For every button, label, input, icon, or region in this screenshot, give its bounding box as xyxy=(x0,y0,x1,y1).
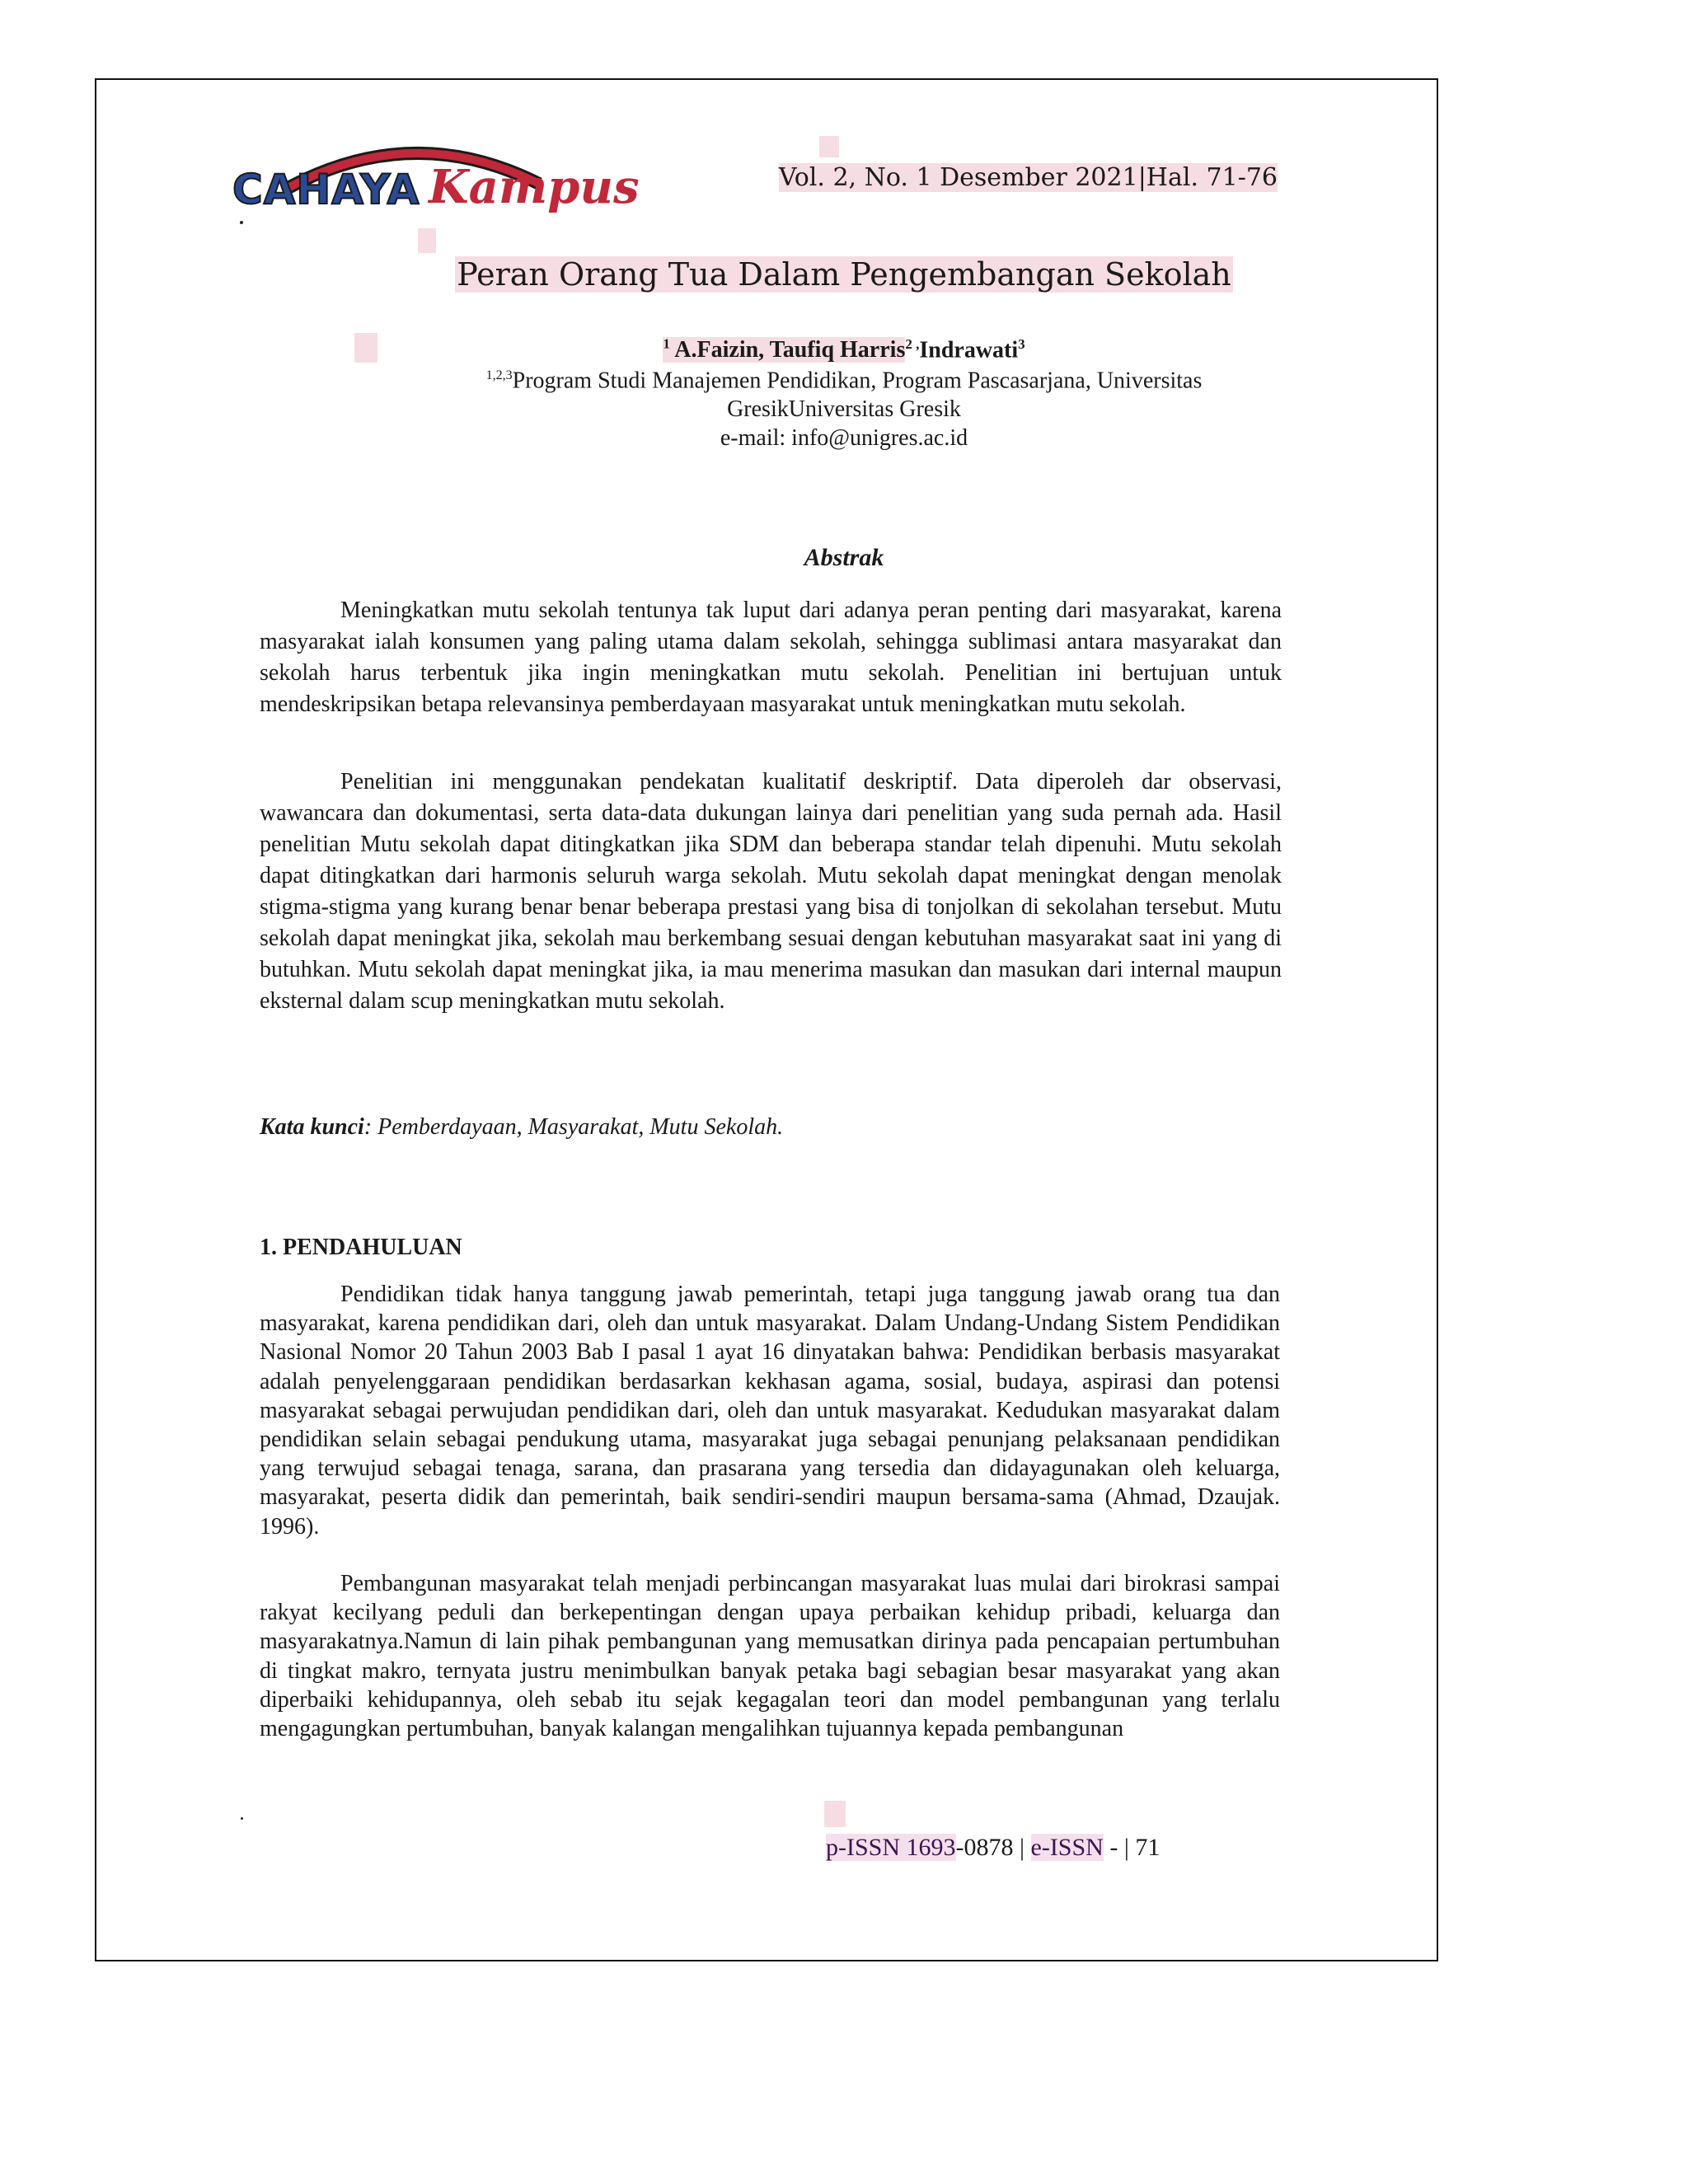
annotation-mark xyxy=(819,136,839,157)
logo-word-cahaya: CAHAYA xyxy=(232,166,420,213)
author-list: $^1$ A.Faizin, Taufiq Harris$^2$ ,Indrawati$^3$ xyxy=(663,336,1025,363)
logo-word-kampus: Kampus xyxy=(429,160,640,214)
author-email: e-mail: info@unigres.ac.id xyxy=(720,425,968,452)
annotation-mark xyxy=(824,1801,846,1827)
journal-logo xyxy=(232,136,640,227)
annotation-mark xyxy=(418,228,436,253)
body-paragraph-1: Pendidikan tidak hanya tanggung jawab pemerintah, tetapi juga tanggung jawab orang tua dan masyarakat, karena pendidikan dari, oleh dan untuk masyarakat. Dalam Undang-Undang Sistem Pendidikan Nasional Nomor 20 Tahun 2003 Bab I pasal 1 ayat 16 dinyatakan bahwa: Pendidikan berbasis masyarakat adalah penyelenggaraan pendidikan berdasarkan kekhasan agama, sosial, budaya, aspirasi dan potensi masyarakat sebagai perwujudan pendidikan dari, oleh dan untuk masyarakat. Kedudukan masyarakat dalam pendidikan selain sebagai pendukung utama, masyarakat juga sebagai penunjang pelaksanaan pendidikan yang terwujud sebagai tenaga, sarana, dan prasarana yang tersedia dan didayagunakan oleh keluarga, masyarakat, peserta didik dan pemerintah, baik sendiri-sendiri maupun bersama-sama (Ahmad, Dzaujak. 1996). xyxy=(260,1282,1280,1540)
affiliation: $^{1,2,3}$Program Studi Manajemen Pendidikan, Program Pascasarjana, Universitas GresikUniversitas Gresik e-mail: info@unigres.ac.id xyxy=(0,361,1688,452)
abstract-paragraph-2: Penelitian ini menggunakan pendekatan kualitatif deskriptif. Data diperoleh dar observasi, wawancara dan dokumentasi, serta data-data dukungan lainya dari penelitian yang suda pernah ada. Hasil penelitian Mutu sekolah dapat ditingkatkan jika SDM dan beberapa standar telah dipenuhi. Mutu sekolah dapat ditingkatkan dari harmonis seluruh warga sekolah. Mutu sekolah dapat meningkat dengan menolak stigma-stigma yang kurang benar benar beberapa prestasi yang bisa di tonjolkan di sekolahan tersebut. Mutu sekolah dapat meningkat jika, sekolah mau berkembang sesuai dengan kebutuhan masyarakat saat ini yang di butuhkan. Mutu sekolah dapat meningkat jika, ia mau menerima masukan dan masukan dari internal maupun eksternal dalam scup meningkatkan mutu sekolah. xyxy=(260,769,1282,1014)
stray-dot xyxy=(241,1817,243,1820)
article-title: Peran Orang Tua Dalam Pengembangan Sekolah xyxy=(457,256,1231,293)
body-paragraph-2: Pembangunan masyarakat telah menjadi perbincangan masyarakat luas mulai dari birokrasi sampai rakyat kecilyang peduli dan berkepentingan dengan upaya perbaikan kehidup pribadi, keluarga dan masyarakatnya.Namun di lain pihak pembangunan yang memusatkan dirinya pada pencapaian pertumbuhan di tingkat makro, ternyata justru menimbulkan banyak petaka bagi sebagian besar masyarakat yang akan diperbaiki kehidupannya, oleh sebab itu sejak kegagalan teori dan model pembangunan yang terlalu mengagungkan pertumbuhan, banyak kalangan mengalihkan tujuannya kepada pembangunan xyxy=(260,1571,1280,1742)
section-heading: 1. PENDAHULUAN xyxy=(260,1235,462,1260)
volume-info: Vol. 2, No. 1 Desember 2021|Hal. 71-76 xyxy=(778,163,1278,192)
page-footer: p-ISSN 1693-0878 | e-ISSN - | 71 xyxy=(826,1834,1160,1861)
keywords: Kata kunci: Pemberdayaan, Masyarakat, Mutu Sekolah. xyxy=(260,1114,784,1140)
abstract-paragraph-1: Meningkatkan mutu sekolah tentunya tak luput dari adanya peran penting dari masyarakat, karena masyarakat ialah konsumen yang paling utama dalam sekolah, sehingga sublimasi antara masyarakat dan sekolah harus terbentuk jika ingin meningkatkan mutu sekolah. Penelitian ini bertujuan untuk mendeskripsikan betapa relevansinya pemberdayaan masyarakat untuk meningkatkan mutu sekolah. xyxy=(260,598,1282,717)
abstract-heading: Abstrak xyxy=(804,544,884,571)
stray-dot xyxy=(240,221,243,224)
